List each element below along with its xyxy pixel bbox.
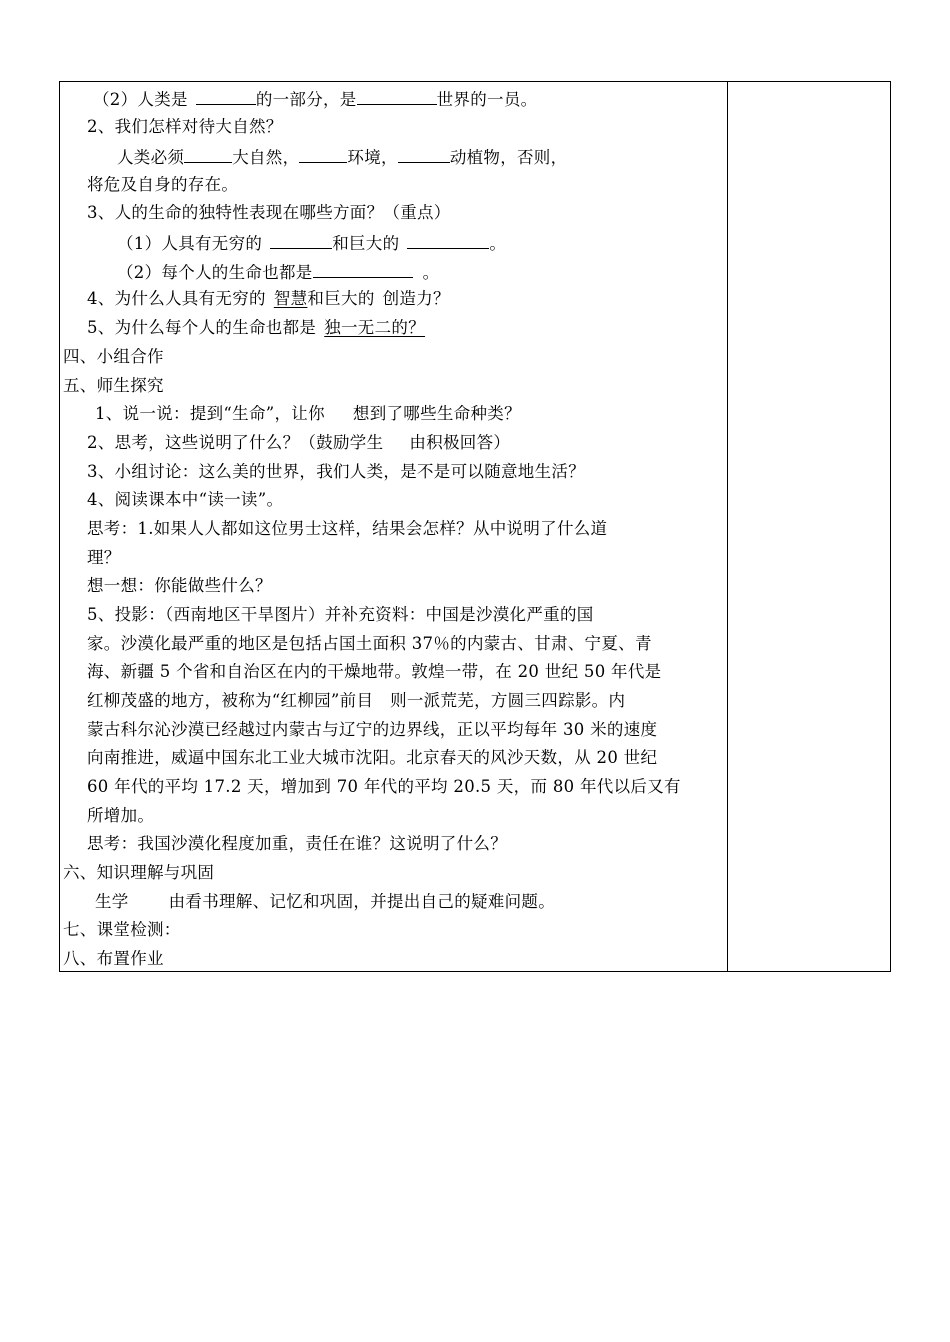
paragraph-line: 向南推进，威逼中国东北工业大城市沈阳。北京春天的风沙天数，从 20 世纪 bbox=[87, 748, 658, 767]
blank bbox=[313, 261, 413, 278]
activity-line: 3、小组讨论：这么美的世界，我们人类，是不是可以随意地生活？ bbox=[87, 462, 585, 481]
blank bbox=[270, 232, 332, 249]
blank bbox=[398, 146, 450, 163]
column-divider bbox=[727, 81, 728, 972]
question-line: 5、为什么每个人的生命也都是 独一无二的？ bbox=[87, 318, 426, 337]
question-line: 将危及自身的存在。 bbox=[87, 175, 239, 194]
blank bbox=[196, 88, 256, 105]
section-heading: 七、课堂检测： bbox=[63, 920, 181, 939]
paragraph-line: 蒙古科尔沁沙漠已经越过内蒙古与辽宁的边界线，正以平均每年 30 米的速度 bbox=[87, 720, 658, 739]
question-line: 3、人的生命的独特性表现在哪些方面？（重点） bbox=[87, 203, 451, 222]
blank bbox=[407, 232, 489, 249]
paragraph-line: 60 年代的平均 17.2 天，增加到 70 年代的平均 20.5 天，而 80 年代以后又有 bbox=[87, 777, 681, 796]
activity-line: 思考：我国沙漠化程度加重，责任在谁？这说明了什么？ bbox=[87, 834, 507, 853]
paragraph-line: 5、投影：（西南地区干旱图片）并补充资料：中国是沙漠化严重的国 bbox=[87, 605, 594, 624]
blank bbox=[357, 88, 437, 105]
activity-line: 2、思考，这些说明了什么？（鼓励学生 由积极回答） bbox=[87, 433, 511, 452]
section-heading: 五、师生探究 bbox=[63, 376, 164, 395]
activity-line: 4、阅读课本中“读一读”。 bbox=[87, 490, 284, 509]
question-line: 4、为什么人具有无穷的 智慧和巨大的 创造力？ bbox=[87, 289, 450, 308]
activity-line: 理？ bbox=[87, 548, 121, 567]
activity-line: 思考：1.如果人人都如这位男士这样，结果会怎样？从中说明了什么道 bbox=[87, 519, 608, 538]
section-heading: 八、布置作业 bbox=[63, 949, 164, 968]
paragraph-line: 海、新疆 5 个省和自治区在内的干燥地带。敦煌一带，在 20 世纪 50 年代是 bbox=[87, 662, 662, 681]
activity-line: 想一想：你能做些什么？ bbox=[87, 576, 272, 595]
activity-line: 生学 由看书理解、记忆和巩固，并提出自己的疑难问题。 bbox=[95, 892, 556, 911]
question-line: （2）人类是 的一部分，是 世界的一员。 bbox=[93, 90, 538, 109]
blank bbox=[299, 146, 347, 163]
paragraph-line: 红柳茂盛的地方，被称为“红柳园”前目 则一派荒芜，方圆三四踪影。内 bbox=[87, 691, 626, 710]
question-line: 人类必须 大自然， 环境， 动植物，否则， bbox=[117, 148, 568, 167]
section-heading: 四、小组合作 bbox=[63, 347, 164, 366]
question-line: 2、我们怎样对待大自然？ bbox=[87, 117, 283, 136]
question-line: （1）人具有无穷的 和巨大的 。 bbox=[117, 234, 507, 253]
question-line: （2）每个人的生命也都是 。 bbox=[117, 263, 440, 282]
section-heading: 六、知识理解与巩固 bbox=[63, 863, 215, 882]
blank bbox=[184, 146, 232, 163]
activity-line: 1、说一说：提到“生命”，让你 想到了哪些生命种类？ bbox=[95, 404, 521, 423]
paragraph-line: 所增加。 bbox=[87, 806, 155, 825]
paragraph-line: 家。沙漠化最严重的地区是包括占国土面积 37％的内蒙古、甘肃、宁夏、青 bbox=[87, 634, 652, 653]
